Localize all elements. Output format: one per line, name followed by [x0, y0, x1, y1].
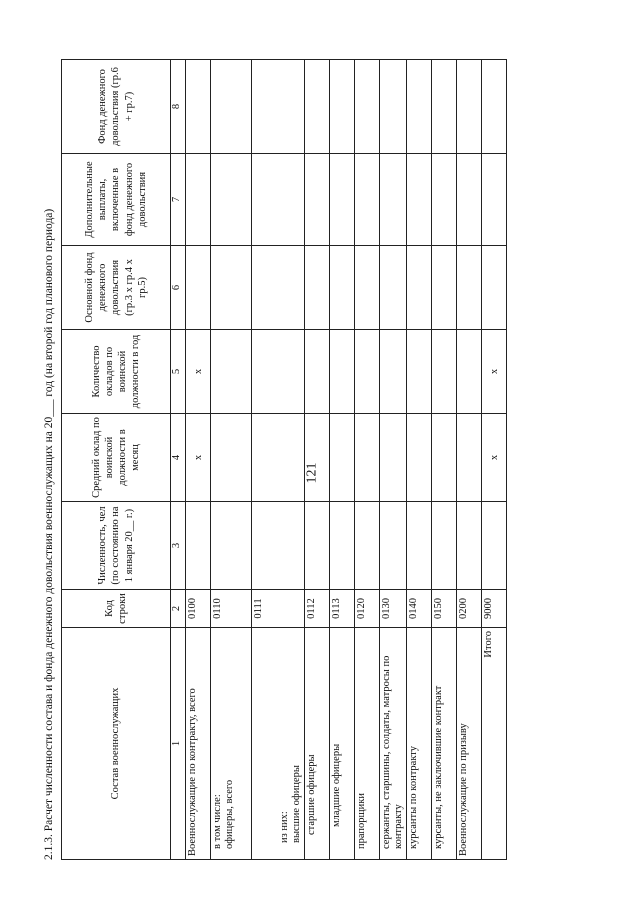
- row-code: 0140: [407, 590, 432, 628]
- cell-average-salary: [380, 414, 407, 502]
- cell-average-salary: [432, 414, 457, 502]
- cell-additional-payments: [211, 154, 252, 246]
- cell-base-fund: [330, 246, 355, 330]
- header-salaries-per-year: Количество окладов по воинской должности в год: [62, 330, 171, 414]
- cell-total-fund: [432, 60, 457, 154]
- row-label: курсанты по контракту: [407, 628, 432, 860]
- section-title: 2.1.3. Расчет численности состава и фонда денежного довольствия военнослужащих на 20___ год (на второй год планового периода): [43, 208, 55, 860]
- cell-salaries-per-year: [305, 330, 330, 414]
- row-label: курсанты, не заключившие контракт: [432, 628, 457, 860]
- cell-additional-payments: [432, 154, 457, 246]
- cell-headcount: [330, 502, 355, 590]
- cell-additional-payments: [407, 154, 432, 246]
- row-label: сержанты, старшины, солдаты, матросы по контракту: [380, 628, 407, 860]
- cell-average-salary: [355, 414, 380, 502]
- row-label: из них: высшие офицеры: [252, 628, 305, 860]
- row-code: 0111: [252, 590, 305, 628]
- cell-headcount: [305, 502, 330, 590]
- cell-headcount: [407, 502, 432, 590]
- cell-headcount: [252, 502, 305, 590]
- cell-headcount: [482, 502, 507, 590]
- table-row: [432, 60, 457, 860]
- row-label: Военнослужащие по контракту, всего: [186, 628, 211, 860]
- cell-base-fund: [380, 246, 407, 330]
- cell-salaries-per-year: [355, 330, 380, 414]
- cell-additional-payments: [252, 154, 305, 246]
- cell-headcount: [211, 502, 252, 590]
- cell-average-salary: [407, 414, 432, 502]
- row-label: младшие офицеры: [330, 628, 355, 860]
- table-row: [211, 60, 252, 860]
- cell-total-fund: [252, 60, 305, 154]
- cell-additional-payments: [186, 154, 211, 246]
- cell-base-fund: [186, 246, 211, 330]
- column-number: 5: [171, 330, 186, 414]
- table-row: [482, 60, 507, 860]
- row-label: в том числе: офицеры, всего: [211, 628, 252, 860]
- cell-salaries-per-year: x: [482, 330, 507, 414]
- cell-total-fund: [186, 60, 211, 154]
- row-code: 0130: [380, 590, 407, 628]
- column-number: 1: [171, 628, 186, 860]
- header-row-code: Код строки: [62, 590, 171, 628]
- cell-base-fund: [482, 246, 507, 330]
- table-row: [457, 60, 482, 860]
- row-label: прапорщики: [355, 628, 380, 860]
- cell-total-fund: [211, 60, 252, 154]
- column-number-row: [171, 60, 186, 860]
- column-number: 2: [171, 590, 186, 628]
- cell-base-fund: [432, 246, 457, 330]
- cell-additional-payments: [457, 154, 482, 246]
- table-row: [407, 60, 432, 860]
- row-code: 0150: [432, 590, 457, 628]
- row-label: Военнослужащие по призыву: [457, 628, 482, 860]
- table-row: [330, 60, 355, 860]
- cell-total-fund: [457, 60, 482, 154]
- cell-average-salary: x: [186, 414, 211, 502]
- table-row: [355, 60, 380, 860]
- header-composition: Состав военнослужащих: [62, 628, 171, 860]
- cell-average-salary: x: [482, 414, 507, 502]
- header-headcount: Численность, чел (по состоянию на 1 января 20__ г.): [62, 502, 171, 590]
- row-code: 9000: [482, 590, 507, 628]
- row-code: 0120: [355, 590, 380, 628]
- column-number: 6: [171, 246, 186, 330]
- table-row: [305, 60, 330, 860]
- page-number: 121: [304, 462, 320, 484]
- cell-salaries-per-year: [211, 330, 252, 414]
- cell-base-fund: [457, 246, 482, 330]
- cell-total-fund: [355, 60, 380, 154]
- cell-headcount: [186, 502, 211, 590]
- row-label: старшие офицеры: [305, 628, 330, 860]
- cell-average-salary: [211, 414, 252, 502]
- cell-base-fund: [305, 246, 330, 330]
- row-code: 0113: [330, 590, 355, 628]
- cell-salaries-per-year: [407, 330, 432, 414]
- cell-salaries-per-year: [380, 330, 407, 414]
- cell-total-fund: [482, 60, 507, 154]
- header-total-fund: Фонд денежного довольствия (гр.6 + гр.7): [62, 60, 171, 154]
- column-number: 7: [171, 154, 186, 246]
- cell-total-fund: [305, 60, 330, 154]
- cell-headcount: [380, 502, 407, 590]
- row-code: 0110: [211, 590, 252, 628]
- cell-base-fund: [252, 246, 305, 330]
- cell-base-fund: [355, 246, 380, 330]
- column-number: 8: [171, 60, 186, 154]
- cell-average-salary: [305, 414, 330, 502]
- cell-additional-payments: [482, 154, 507, 246]
- cell-additional-payments: [330, 154, 355, 246]
- cell-total-fund: [380, 60, 407, 154]
- cell-base-fund: [407, 246, 432, 330]
- column-number: 4: [171, 414, 186, 502]
- cell-salaries-per-year: [457, 330, 482, 414]
- rotated-content: [43, 60, 603, 860]
- cell-salaries-per-year: x: [186, 330, 211, 414]
- header-base-fund: Основной фонд денежного довольствия (гр.3 x гр.4 x гр.5): [62, 246, 171, 330]
- cell-salaries-per-year: [432, 330, 457, 414]
- row-code: 0112: [305, 590, 330, 628]
- header-additional-payments: Дополнительные выплаты, включенные в фонд денежного довольствия: [62, 154, 171, 246]
- table-row: [252, 60, 305, 860]
- cell-headcount: [457, 502, 482, 590]
- table-row: [186, 60, 211, 860]
- row-code: 0200: [457, 590, 482, 628]
- cell-salaries-per-year: [330, 330, 355, 414]
- cell-base-fund: [211, 246, 252, 330]
- cell-additional-payments: [380, 154, 407, 246]
- military-staff-table: [61, 59, 507, 860]
- cell-average-salary: [252, 414, 305, 502]
- row-code: 0100: [186, 590, 211, 628]
- cell-additional-payments: [355, 154, 380, 246]
- column-number: 3: [171, 502, 186, 590]
- header-average-salary: Средний оклад по воинской должности в месяц: [62, 414, 171, 502]
- cell-headcount: [355, 502, 380, 590]
- cell-average-salary: [330, 414, 355, 502]
- cell-total-fund: [407, 60, 432, 154]
- header-row: [62, 60, 171, 860]
- cell-total-fund: [330, 60, 355, 154]
- cell-average-salary: [457, 414, 482, 502]
- cell-salaries-per-year: [252, 330, 305, 414]
- cell-additional-payments: [305, 154, 330, 246]
- table-row: [380, 60, 407, 860]
- cell-headcount: [432, 502, 457, 590]
- row-label: Итого: [482, 628, 507, 860]
